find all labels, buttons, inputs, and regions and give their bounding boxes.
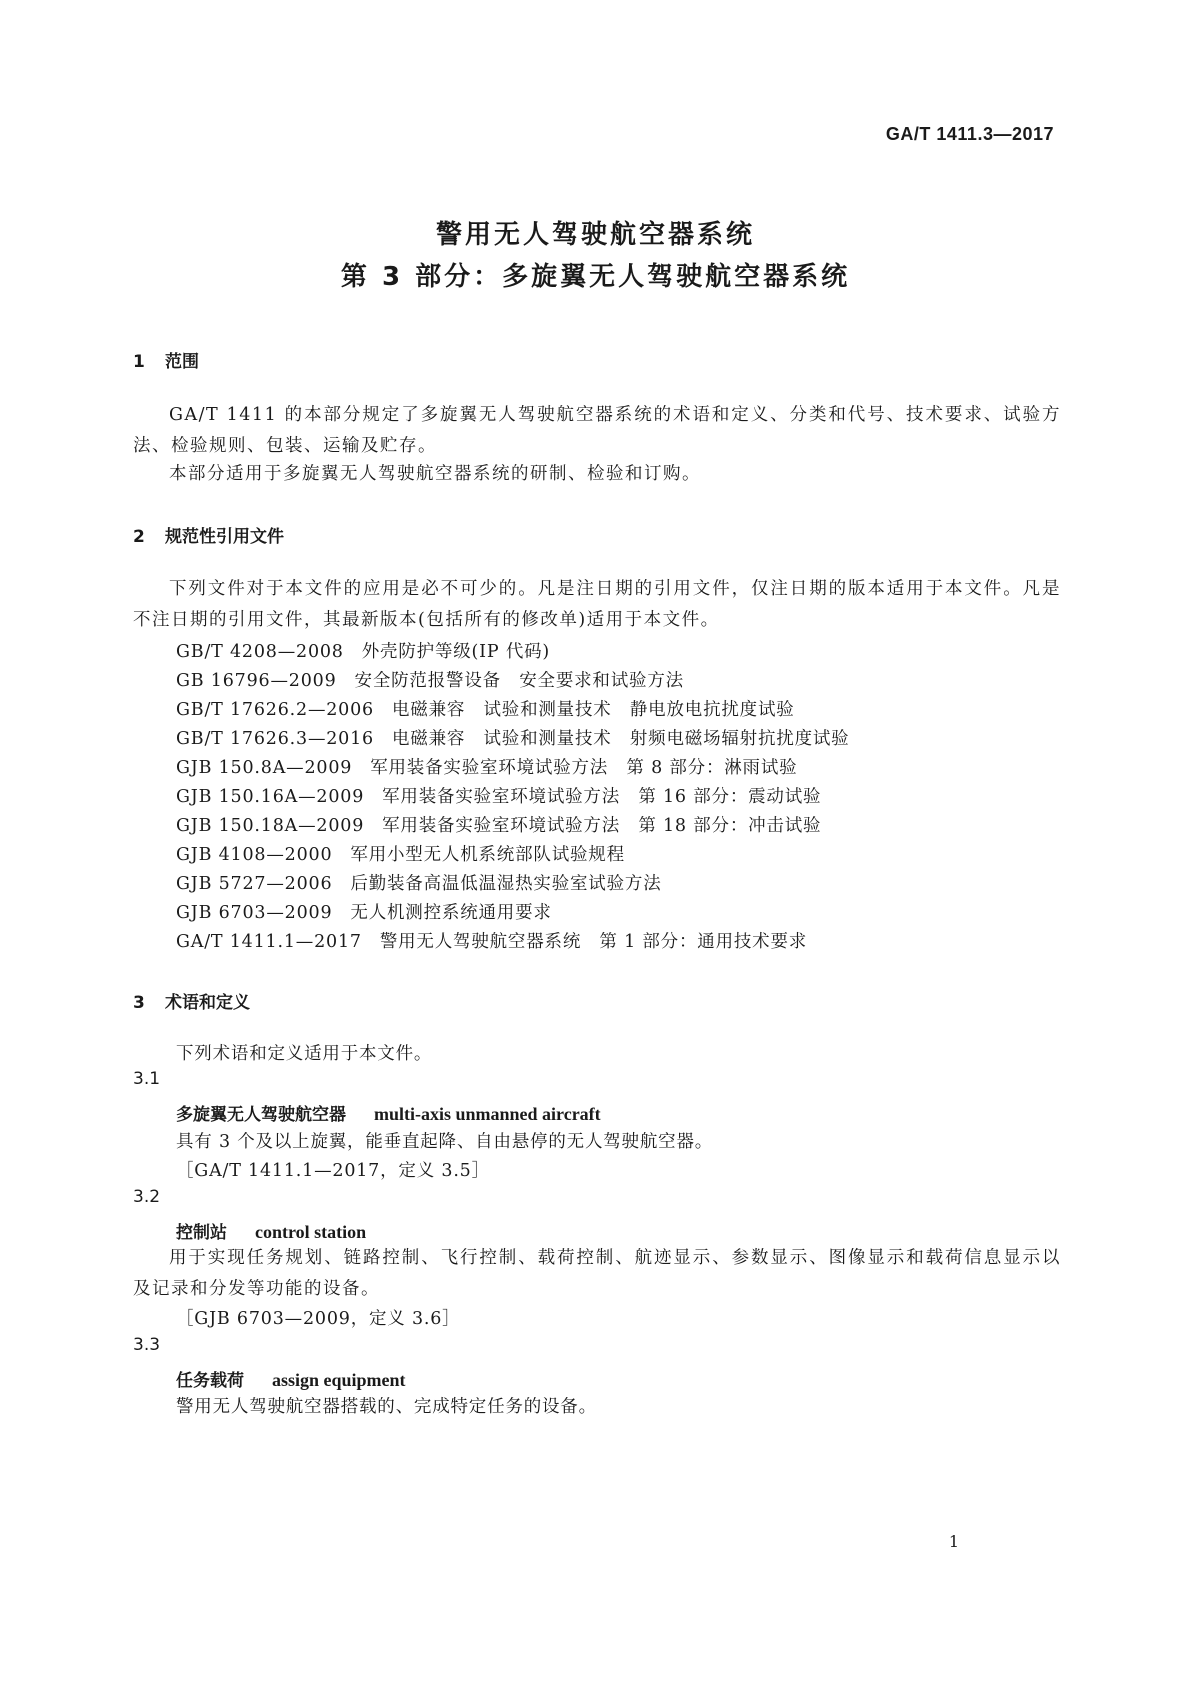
- reference-item: [176, 696, 795, 721]
- reference-item: [176, 725, 849, 750]
- term-zh: 多旋翼无人驾驶航空器: [176, 1105, 346, 1125]
- reference-code: GJB 6703—2009: [176, 903, 333, 923]
- reference-item: [176, 928, 807, 953]
- reference-title: 电磁兼容 试验和测量技术 射频电磁场辐射抗扰度试验: [391, 729, 850, 749]
- reference-item: [176, 870, 662, 895]
- term-zh: 任务载荷: [176, 1371, 244, 1391]
- term-zh: 控制站: [176, 1223, 227, 1243]
- term-source: ［GJB 6703—2009，定义 3.6］: [176, 1309, 461, 1329]
- reference-title: 军用装备实验室环境试验方法 第 8 部分：淋雨试验: [370, 758, 798, 778]
- document-title-line1: 警用无人驾驶航空器系统: [435, 220, 755, 250]
- reference-code: GB/T 17626.2—2006: [176, 700, 374, 720]
- section-title: 范围: [165, 352, 199, 372]
- reference-title: 后勤装备高温低温湿热实验室试验方法: [350, 874, 662, 894]
- term-en: multi-axis unmanned aircraft: [374, 1104, 601, 1124]
- term-definition: 用于实现任务规划、链路控制、飞行控制、载荷控制、航迹显示、参数显示、图像显示和载荷信息显示以及记录和分发等功能的设备。: [133, 1248, 1061, 1299]
- reference-code: GJB 150.8A—2009: [176, 758, 353, 778]
- reference-item: [176, 812, 821, 837]
- term-definition: 具有 3 个及以上旋翼，能垂直起降、自由悬停的无人驾驶航空器。: [176, 1132, 714, 1152]
- section-number: 3: [133, 993, 145, 1013]
- term-source: ［GA/T 1411.1—2017，定义 3.5］: [176, 1161, 490, 1181]
- section-2-heading: [133, 522, 284, 547]
- reference-item: [176, 638, 550, 663]
- reference-title: 无人机测控系统通用要求: [350, 903, 552, 923]
- section-1-paragraph-2: 本部分适用于多旋翼无人驾驶航空器系统的研制、检验和订购。: [169, 464, 701, 484]
- section-title: 规范性引用文件: [165, 527, 284, 547]
- reference-title: 军用装备实验室环境试验方法 第 18 部分：冲击试验: [382, 816, 822, 836]
- reference-code: GB/T 17626.3—2016: [176, 729, 374, 749]
- section-number: 2: [133, 527, 145, 547]
- reference-code: GJB 150.18A—2009: [176, 816, 365, 836]
- reference-code: GJB 4108—2000: [176, 845, 333, 865]
- term-en: control station: [255, 1222, 367, 1242]
- term-en: assign equipment: [272, 1370, 406, 1390]
- term-heading: [176, 1218, 366, 1243]
- document-title-line2: 第 3 部分：多旋翼无人驾驶航空器系统: [340, 262, 851, 292]
- term-heading: [176, 1366, 406, 1391]
- reference-title: 军用装备实验室环境试验方法 第 16 部分：震动试验: [382, 787, 822, 807]
- term-number: 3.2: [133, 1187, 161, 1207]
- section-1-heading: [133, 347, 199, 372]
- reference-item: [176, 667, 684, 692]
- section-2-intro: 下列文件对于本文件的应用是必不可少的。凡是注日期的引用文件，仅注日期的版本适用于本文件。凡是不注日期的引用文件，其最新版本(包括所有的修改单)适用于本文件。: [133, 579, 1061, 630]
- reference-title: 军用小型无人机系统部队试验规程: [350, 845, 625, 865]
- term-number: 3.3: [133, 1335, 161, 1355]
- reference-item: [176, 841, 625, 866]
- section-number: 1: [133, 352, 145, 372]
- reference-title: 警用无人驾驶航空器系统 第 1 部分：通用技术要求: [379, 932, 808, 952]
- reference-item: [176, 754, 797, 779]
- term-number: 3.1: [133, 1069, 161, 1089]
- reference-code: GJB 150.16A—2009: [176, 787, 365, 807]
- reference-title: 电磁兼容 试验和测量技术 静电放电抗扰度试验: [391, 700, 795, 720]
- page-number: 1: [948, 1532, 959, 1551]
- term-definition: 警用无人驾驶航空器搭载的、完成特定任务的设备。: [176, 1397, 597, 1417]
- term-heading: [176, 1100, 601, 1125]
- reference-title: 外壳防护等级(IP 代码): [361, 642, 551, 662]
- section-3-heading: [133, 988, 250, 1013]
- reference-item: [176, 899, 552, 924]
- reference-code: GA/T 1411.1—2017: [176, 932, 362, 952]
- section-title: 术语和定义: [165, 993, 250, 1013]
- reference-code: GB/T 4208—2008: [176, 642, 344, 662]
- section-1-paragraph-1: GA/T 1411 的本部分规定了多旋翼无人驾驶航空器系统的术语和定义、分类和代号、技术要求、试验方法、检验规则、包装、运输及贮存。: [133, 405, 1061, 456]
- section-3-intro: 下列术语和定义适用于本文件。: [176, 1044, 433, 1064]
- reference-code: GB 16796—2009: [176, 671, 337, 691]
- reference-code: GJB 5727—2006: [176, 874, 333, 894]
- reference-title: 安全防范报警设备 安全要求和试验方法: [354, 671, 684, 691]
- standard-number: GA/T 1411.3—2017: [885, 124, 1054, 144]
- reference-item: [176, 783, 821, 808]
